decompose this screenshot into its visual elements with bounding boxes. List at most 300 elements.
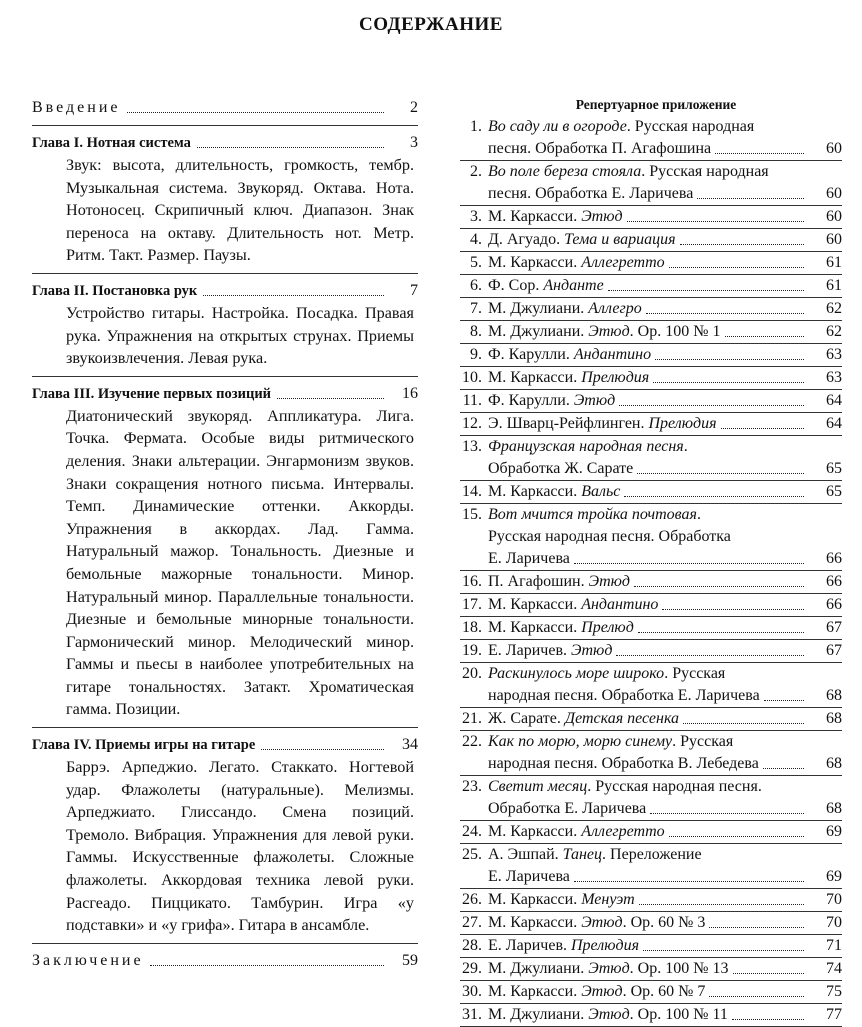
item-text: Е. Ларичева <box>488 868 570 885</box>
item-page: 70 <box>826 914 842 931</box>
item-page: 66 <box>826 596 842 613</box>
item-page: 64 <box>826 392 842 409</box>
item-body <box>482 617 806 639</box>
item-text: народная песня. Обработка В. Лебедева <box>488 755 759 772</box>
item-first-line <box>488 663 806 685</box>
repertoire-item[interactable] <box>460 844 842 889</box>
item-number: 2. <box>470 163 482 180</box>
item-text <box>488 367 649 389</box>
divider <box>32 727 418 728</box>
item-last-line <box>488 594 806 616</box>
text-run: М. Каркасси. <box>488 483 582 500</box>
piece-title: Этюд <box>588 573 630 590</box>
text-run: Ф. Сор. <box>488 277 544 294</box>
chapter-page: 34 <box>402 736 418 754</box>
piece-title: Детская песенка <box>564 710 680 727</box>
text-run: Д. Агуадо. <box>488 231 565 248</box>
repertoire-item[interactable] <box>460 594 842 617</box>
divider <box>32 943 418 944</box>
item-text <box>488 390 615 412</box>
item-last-line <box>488 935 806 957</box>
item-number: 13. <box>462 438 482 455</box>
item-page: 77 <box>826 1006 842 1023</box>
piece-title: Раскинулось море широко <box>488 665 665 682</box>
item-text <box>488 344 651 366</box>
item-page: 68 <box>826 800 842 817</box>
text-run: . Переложение <box>602 846 702 863</box>
repertoire-item[interactable] <box>460 1004 842 1027</box>
text-run: М. Джулиани. <box>488 960 589 977</box>
item-body <box>482 436 806 480</box>
item-text <box>488 912 705 934</box>
item-body <box>482 321 806 343</box>
dot-leader <box>725 336 805 337</box>
dot-leader <box>683 723 804 724</box>
text-run: М. Джулиани. <box>488 300 589 317</box>
item-number: 31. <box>462 1006 482 1023</box>
intro-entry[interactable] <box>32 97 418 119</box>
item-body <box>482 594 806 616</box>
item-body <box>482 504 806 570</box>
item-last-line <box>488 685 806 707</box>
outro-label: Заключение <box>32 951 144 969</box>
text-run: М. Каркасси. <box>488 914 582 931</box>
item-number: 4. <box>470 231 482 248</box>
piece-title: Французская народная песня <box>488 438 684 455</box>
item-page: 66 <box>826 550 842 567</box>
item-last-line <box>488 889 806 911</box>
item-text: песня. Обработка П. Агафошина <box>488 140 712 157</box>
outro-entry[interactable] <box>32 950 418 972</box>
item-page: 66 <box>826 573 842 590</box>
repertoire-item[interactable] <box>460 321 842 344</box>
item-last-line <box>488 912 806 934</box>
item-body <box>482 367 806 389</box>
dot-leader <box>127 112 385 113</box>
text-run: . Русская народная <box>641 163 769 180</box>
repertoire-item[interactable] <box>460 367 842 390</box>
repertoire-item[interactable] <box>460 821 842 844</box>
item-first-line <box>488 436 806 458</box>
chapter-entry[interactable] <box>32 280 418 302</box>
repertoire-item[interactable] <box>460 776 842 821</box>
item-page: 62 <box>826 300 842 317</box>
item-body <box>482 390 806 412</box>
item-last-line <box>488 866 806 888</box>
repertoire-item[interactable] <box>460 116 842 161</box>
item-extra-line: Русская народная песня. Обработка <box>488 528 731 545</box>
item-page: 63 <box>826 369 842 386</box>
item-last-line <box>488 367 806 389</box>
text-run: М. Каркасси. <box>488 983 582 1000</box>
item-page: 60 <box>826 208 842 225</box>
dot-leader <box>608 290 804 291</box>
dot-leader <box>653 382 804 383</box>
item-page: 67 <box>826 642 842 659</box>
item-body <box>482 161 806 205</box>
text-run: . Ор. 60 № 3 <box>622 914 706 931</box>
chapter-list <box>32 132 418 944</box>
item-body <box>482 344 806 366</box>
item-last-line <box>488 1004 806 1026</box>
text-run: М. Джулиани. <box>488 1006 589 1023</box>
text-run: Ж. Сарате. <box>488 710 565 727</box>
chapter-title: Глава IV. Приемы игры на гитаре <box>32 737 256 754</box>
piece-title: Этюд <box>588 323 630 340</box>
dot-leader <box>646 313 804 314</box>
chapter-entry[interactable] <box>32 132 418 154</box>
item-body <box>482 206 806 228</box>
item-number: 17. <box>462 596 482 613</box>
repertoire-item[interactable] <box>460 275 842 298</box>
item-last-line <box>488 252 806 274</box>
divider <box>32 125 418 126</box>
item-number: 14. <box>462 483 482 500</box>
item-number: 29. <box>462 960 482 977</box>
piece-title: Аллегретто <box>581 823 665 840</box>
intro-page: 2 <box>410 99 418 116</box>
item-body <box>482 731 806 775</box>
dot-leader <box>197 147 384 148</box>
dot-leader <box>650 813 804 814</box>
item-body <box>482 229 806 251</box>
piece-title: Этюд <box>571 642 613 659</box>
item-body <box>482 776 806 820</box>
item-page: 75 <box>826 983 842 1000</box>
text-run: Ф. Карулли. <box>488 346 574 363</box>
dot-leader <box>715 153 804 154</box>
item-number: 16. <box>462 573 482 590</box>
chapter-page: 7 <box>410 281 418 299</box>
chapter-entry[interactable] <box>32 734 418 756</box>
text-run: . Русская народная песня. <box>587 778 762 795</box>
dot-leader <box>732 1019 804 1020</box>
dot-leader <box>669 836 804 837</box>
piece-title: Прелюд <box>581 619 634 636</box>
dot-leader <box>637 473 804 474</box>
piece-title: Этюд <box>581 914 623 931</box>
item-number: 24. <box>462 823 482 840</box>
piece-title: Этюд <box>588 960 630 977</box>
repertoire-list <box>460 116 842 1027</box>
item-last-line <box>488 640 806 662</box>
dot-leader <box>763 768 804 769</box>
repertoire-item[interactable] <box>460 935 842 958</box>
repertoire-item[interactable] <box>460 981 842 1004</box>
dot-leader <box>709 927 804 928</box>
item-body <box>482 275 806 297</box>
item-last-line <box>488 298 806 320</box>
item-last-line <box>488 275 806 297</box>
repertoire-item[interactable] <box>460 481 842 504</box>
text-run: М. Джулиани. <box>488 323 589 340</box>
item-body <box>482 571 806 593</box>
item-text <box>488 206 623 228</box>
item-page: 61 <box>826 254 842 271</box>
text-run: . Ор. 100 № 1 <box>629 323 721 340</box>
piece-title: Танец <box>562 846 603 863</box>
text-run: Ф. Карулли. <box>488 392 574 409</box>
piece-title: Прелюдия <box>571 937 640 954</box>
repertoire-item[interactable] <box>460 731 842 776</box>
item-number: 11. <box>462 392 482 409</box>
repertoire-item[interactable] <box>460 640 842 663</box>
piece-title: Прелюдия <box>648 415 717 432</box>
item-page: 64 <box>826 415 842 432</box>
item-number: 6. <box>470 277 482 294</box>
piece-title: Светит месяц <box>488 778 588 795</box>
item-number: 26. <box>462 891 482 908</box>
item-number: 15. <box>462 506 482 523</box>
text-run: М. Каркасси. <box>488 891 582 908</box>
repertoire-item[interactable] <box>460 344 842 367</box>
repertoire-item[interactable] <box>460 252 842 275</box>
item-text <box>488 889 635 911</box>
piece-title: Во саду ли в огороде <box>488 118 627 135</box>
item-page: 68 <box>826 687 842 704</box>
piece-title: Этюд <box>581 208 623 225</box>
repertoire-heading: Репертуарное приложение <box>575 97 737 112</box>
text-run: . Ор. 100 № 11 <box>629 1006 728 1023</box>
item-last-line <box>488 821 806 843</box>
item-body <box>482 663 806 707</box>
item-number: 21. <box>462 710 482 727</box>
item-last-line <box>488 958 806 980</box>
piece-title: Прелюдия <box>581 369 650 386</box>
item-body <box>482 844 806 888</box>
item-first-line <box>488 776 806 798</box>
dot-leader <box>643 950 804 951</box>
item-text <box>488 481 620 503</box>
repertoire-item[interactable] <box>460 206 842 229</box>
item-page: 60 <box>826 140 842 157</box>
text-run: . Русская народная <box>626 118 755 135</box>
dot-leader <box>764 700 804 701</box>
item-text <box>488 229 676 251</box>
item-text <box>488 275 604 297</box>
dot-leader <box>627 221 804 222</box>
repertoire-item[interactable] <box>460 413 842 436</box>
item-page: 69 <box>826 868 842 885</box>
text-run: . Ор. 100 № 13 <box>629 960 729 977</box>
piece-title: Анданте <box>543 277 604 294</box>
piece-title: Андантино <box>573 346 652 363</box>
item-first-line <box>488 504 806 526</box>
item-page: 65 <box>826 460 842 477</box>
dot-leader <box>638 632 804 633</box>
dot-leader <box>697 198 804 199</box>
item-number: 3. <box>470 208 482 225</box>
chapter-page: 3 <box>410 134 418 151</box>
item-page: 70 <box>826 891 842 908</box>
repertoire-item[interactable] <box>460 889 842 912</box>
item-number: 5. <box>470 254 482 271</box>
item-last-line <box>488 798 806 820</box>
item-text <box>488 1004 728 1026</box>
piece-title: Андантино <box>581 596 659 613</box>
item-number: 1. <box>470 118 482 135</box>
repertoire-item[interactable] <box>460 912 842 935</box>
piece-title: Аллегретто <box>581 254 665 271</box>
text-run: . Ор. 60 № 7 <box>622 983 706 1000</box>
item-last-line <box>488 481 806 503</box>
dot-leader <box>574 563 804 564</box>
repertoire-item[interactable] <box>460 663 842 708</box>
repertoire-item[interactable] <box>460 958 842 981</box>
repertoire-item[interactable] <box>460 504 842 571</box>
item-last-line <box>488 321 806 343</box>
chapter-title: Глава I. Нотная система <box>32 135 191 151</box>
item-number: 30. <box>462 983 482 1000</box>
text-run: . <box>683 438 688 455</box>
text-run: М. Каркасси. <box>488 596 582 613</box>
item-number: 22. <box>462 733 482 750</box>
repertoire-item[interactable] <box>460 571 842 594</box>
item-text: народная песня. Обработка Е. Ларичева <box>488 687 760 704</box>
item-last-line <box>488 753 806 775</box>
item-last-line <box>488 458 806 480</box>
item-number: 20. <box>462 665 482 682</box>
repertoire-item[interactable] <box>460 229 842 252</box>
item-body <box>482 912 806 934</box>
item-last-line <box>488 617 806 639</box>
item-text <box>488 708 679 730</box>
text-run: М. Каркасси. <box>488 254 582 271</box>
dot-leader <box>203 295 384 296</box>
item-text: Обработка Ж. Сарате <box>488 460 634 477</box>
item-body <box>482 889 806 911</box>
item-last-line <box>488 138 806 160</box>
piece-title: Этюд <box>588 1006 630 1023</box>
text-run: Е. Ларичев. <box>488 642 571 659</box>
repertoire-column <box>460 97 842 1027</box>
item-number: 9. <box>470 346 482 363</box>
item-page: 69 <box>826 823 842 840</box>
item-number: 10. <box>462 369 482 386</box>
divider <box>32 376 418 377</box>
item-text <box>488 640 612 662</box>
item-text <box>488 594 658 616</box>
piece-title: Тема и вариация <box>564 231 676 248</box>
item-number: 8. <box>470 323 482 340</box>
item-page: 67 <box>826 619 842 636</box>
item-last-line <box>488 548 806 570</box>
item-page: 61 <box>826 277 842 294</box>
item-text: песня. Обработка Е. Ларичева <box>488 185 694 202</box>
item-last-line <box>488 183 806 205</box>
piece-title: Вот мчится тройка почтовая <box>488 506 697 523</box>
item-page: 65 <box>826 483 842 500</box>
dot-leader <box>624 496 804 497</box>
chapter-page: 16 <box>402 384 418 402</box>
chapter-description: Диатонический звукоряд. Аппликатура. Лига. Точка. Фермата. Особые виды ритмического деления. Знаки альтерации. Энгармонизм звуков. Знаки сокращения нотного письма. Интервалы. Темп. Динамические оттенки. Аккорды. Упражнения в аккордах. Лад. Гамма. Натуральный мажор. Тональность. Диезные и бемольные мажорные тональности. Минор. Натуральный минор. Параллельные тональности. Диезные и бемольные минорные тональности. Гармонический минор. Мелодический минор. Гаммы и пьесы в наиболее употребительных на гитаре тональностях. Затакт. Хроматическая гамма. Позиции. <box>66 406 414 719</box>
item-last-line <box>488 571 806 593</box>
item-text <box>488 617 634 639</box>
dot-leader <box>721 428 804 429</box>
item-page: 63 <box>826 346 842 363</box>
chapters-column <box>32 97 418 972</box>
item-body <box>482 1004 806 1026</box>
dot-leader <box>619 405 804 406</box>
item-number: 18. <box>462 619 482 636</box>
intro-label: Введение <box>32 99 121 116</box>
item-number: 23. <box>462 778 482 795</box>
text-run: М. Каркасси. <box>488 823 582 840</box>
repertoire-item[interactable] <box>460 390 842 413</box>
item-body <box>482 935 806 957</box>
item-page: 62 <box>826 323 842 340</box>
item-text <box>488 298 642 320</box>
chapter-description: Устройство гитары. Настройка. Посадка. Правая рука. Упражнения на открытых струнах. Приемы звукоизвлечения. Левая рука. <box>66 303 414 368</box>
piece-title: Менуэт <box>581 891 635 908</box>
item-body <box>482 640 806 662</box>
item-number: 25. <box>462 846 482 863</box>
item-last-line <box>488 390 806 412</box>
item-number: 7. <box>470 300 482 317</box>
item-number: 12. <box>462 415 482 432</box>
item-last-line <box>488 708 806 730</box>
item-text <box>488 413 717 435</box>
dot-leader <box>150 965 384 966</box>
dot-leader <box>655 359 804 360</box>
dot-leader <box>634 586 804 587</box>
dot-leader <box>680 244 804 245</box>
text-run: М. Каркасси. <box>488 369 582 386</box>
chapter-title: Глава III. Изучение первых позиций <box>32 385 272 402</box>
dot-leader <box>574 881 804 882</box>
item-number: 28. <box>462 937 482 954</box>
item-page: 68 <box>826 710 842 727</box>
piece-title: Этюд <box>573 392 616 409</box>
item-text: Е. Ларичева <box>488 550 570 567</box>
piece-title: Вальс <box>581 483 621 500</box>
item-body <box>482 481 806 503</box>
repertoire-item[interactable] <box>460 161 842 206</box>
item-page: 60 <box>826 185 842 202</box>
item-first-line <box>488 844 806 866</box>
dot-leader <box>261 749 384 750</box>
page-title: СОДЕРЖАНИЕ <box>359 14 503 35</box>
item-page: 60 <box>826 231 842 248</box>
item-last-line <box>488 229 806 251</box>
text-run: Е. Ларичев. <box>488 937 571 954</box>
text-run: . Русская <box>672 733 734 750</box>
chapter-description: Баррэ. Арпеджио. Легато. Стаккато. Ногтевой удар. Флажолеты (натуральные). Мелизмы. Арпеджиато. Глиссандо. Смена позиций. Тремоло. Вибрация. Упражнения для левой руки. Гаммы. Искусственные флажолеты. Сложные флажолеты. Аккордовая техника левой руки. Расгеадо. Пиццикато. Тамбурин. Игра «у подставки» и «у грифа». Гитара в ансамбле. <box>66 758 414 935</box>
item-first-line <box>488 731 806 753</box>
dot-leader <box>639 904 804 905</box>
item-page: 68 <box>826 755 842 772</box>
item-text: Обработка Е. Ларичева <box>488 800 647 817</box>
chapter-entry[interactable] <box>32 383 418 405</box>
piece-title: Во поле береза стояла <box>488 163 642 180</box>
dot-leader <box>616 655 804 656</box>
dot-leader <box>662 609 804 610</box>
repertoire-item[interactable] <box>460 708 842 731</box>
item-text <box>488 821 665 843</box>
item-first-line <box>488 161 806 183</box>
item-body <box>482 413 806 435</box>
piece-title: Как по морю, морю синему <box>488 733 673 750</box>
outro-page: 59 <box>402 951 418 969</box>
repertoire-item[interactable] <box>460 617 842 640</box>
text-run: А. Эшпай. <box>488 846 563 863</box>
item-text <box>488 321 721 343</box>
repertoire-item[interactable] <box>460 436 842 481</box>
dot-leader <box>733 973 805 974</box>
item-number: 19. <box>462 642 482 659</box>
text-run: М. Каркасси. <box>488 208 582 225</box>
repertoire-item[interactable] <box>460 298 842 321</box>
